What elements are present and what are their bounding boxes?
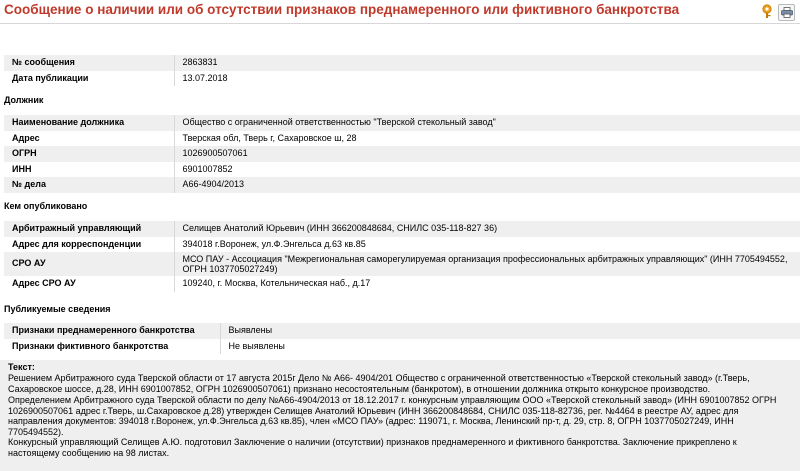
table-row (4, 115, 800, 131)
published-info-table (4, 323, 800, 354)
debtor-address-label: Адрес (4, 131, 174, 147)
table-row (4, 177, 800, 193)
deliberate-bankruptcy-label: Признаки преднамеренного банкротства (4, 323, 220, 339)
published-by-table (4, 221, 800, 292)
arbitration-manager-value: Селищев Анатолий Юрьевич (ИНН 366200848684, СНИЛС 035-118-827 36) (174, 221, 800, 237)
case-number-value: А66-4904/2013 (174, 177, 800, 193)
text-paragraph-1: Решением Арбитражного суда Тверской области от 17 августа 2015г Дело № А66- 4904/201 Общество с ограниченной ответственностью «Тверской стекольный завод» (г.Тверь, Сахаровское шоссе, д.28, ИНН 6901007852, ОГРН 1026900507061) признано несостоятельным (банкротом), в отношении должника открыто конкурсное производство. (8, 373, 750, 394)
page-title: Сообщение о наличии или об отсутствии признаков преднамеренного или фиктивного банкротства (4, 2, 680, 17)
table-row (4, 71, 800, 87)
message-number-value: 2863831 (174, 55, 800, 71)
table-row (4, 221, 800, 237)
message-text-block (0, 360, 800, 471)
debtor-ogrn-label: ОГРН (4, 146, 174, 162)
publication-date-value: 13.07.2018 (174, 71, 800, 87)
table-row (4, 323, 800, 339)
sro-value: МСО ПАУ - Ассоциация "Межрегиональная саморегулируемая организация профессиональных арбитражных управляющих" (ИНН 7705494552, ОГРН 1037705027249) (174, 252, 800, 276)
correspondence-address-value: 394018 г.Воронеж, ул.Ф.Энгельса д.63 кв.85 (174, 237, 800, 253)
debtor-inn-value: 6901007852 (174, 162, 800, 178)
published-info-section-title: Публикуемые сведения (4, 304, 111, 314)
sro-label: СРО АУ (4, 252, 174, 276)
table-row (4, 162, 800, 178)
table-row (4, 55, 800, 71)
sro-address-label: Адрес СРО АУ (4, 276, 174, 292)
debtor-table (4, 115, 800, 193)
sro-address-value: 109240, г. Москва, Котельническая наб., д.17 (174, 276, 800, 292)
table-row (4, 339, 800, 355)
fictitious-bankruptcy-value: Не выявлены (220, 339, 800, 355)
pin-icon[interactable] (759, 3, 775, 20)
case-number-label: № дела (4, 177, 174, 193)
fictitious-bankruptcy-label: Признаки фиктивного банкротства (4, 339, 220, 355)
header-divider (0, 23, 800, 24)
table-row (4, 237, 800, 253)
text-label: Текст: (8, 362, 35, 372)
table-row (4, 131, 800, 147)
debtor-name-label: Наименование должника (4, 115, 174, 131)
message-number-label: № сообщения (4, 55, 174, 71)
table-row (4, 252, 800, 276)
arbitration-manager-label: Арбитражный управляющий (4, 221, 174, 237)
publication-date-label: Дата публикации (4, 71, 174, 87)
text-paragraph-3: Конкурсный управляющий Селищев А.Ю. подготовил Заключение о наличии (отсутствии) признаков преднамеренного и фиктивного банкротства. Заключение прикреплено к настоящему сообщению на 98 листах. (8, 437, 737, 458)
debtor-section-title: Должник (4, 95, 44, 105)
debtor-ogrn-value: 1026900507061 (174, 146, 800, 162)
table-row (4, 276, 800, 292)
text-paragraph-2: Определением Арбитражного суда Тверской области по делу №А66-4904/2013 от 18.12.2017 г. конкурсным управляющим ООО «Тверской стекольный завод» (ИНН 6901007852 ОГРН 1026900507061 адрес г.Тверь, ш.Сахаровское д.28) утвержден Селищев Анатолий Юрьевич (ИНН 366200848684, СНИЛС 035-118-82736, рег. №4464 в реестре АУ, адрес для направления документов: 394018 г.Воронеж, ул.Ф.Энгельса д.63 кв.85), член «МСО ПАУ» (адрес: 119071, г. Москва, Ленинский пр-т, д. 29, стр. 8, ОГРН 1037705027249, ИНН 7705494552). (8, 395, 777, 437)
message-table (4, 55, 800, 86)
deliberate-bankruptcy-value: Выявлены (220, 323, 800, 339)
table-row (4, 146, 800, 162)
print-icon[interactable] (778, 4, 795, 21)
correspondence-address-label: Адрес для корреспонденции (4, 237, 174, 253)
debtor-address-value: Тверская обл, Тверь г, Сахаровское ш, 28 (174, 131, 800, 147)
debtor-inn-label: ИНН (4, 162, 174, 178)
published-by-section-title: Кем опубликовано (4, 201, 88, 211)
debtor-name-value: Общество с ограниченной ответственностью "Тверской стекольный завод" (174, 115, 800, 131)
